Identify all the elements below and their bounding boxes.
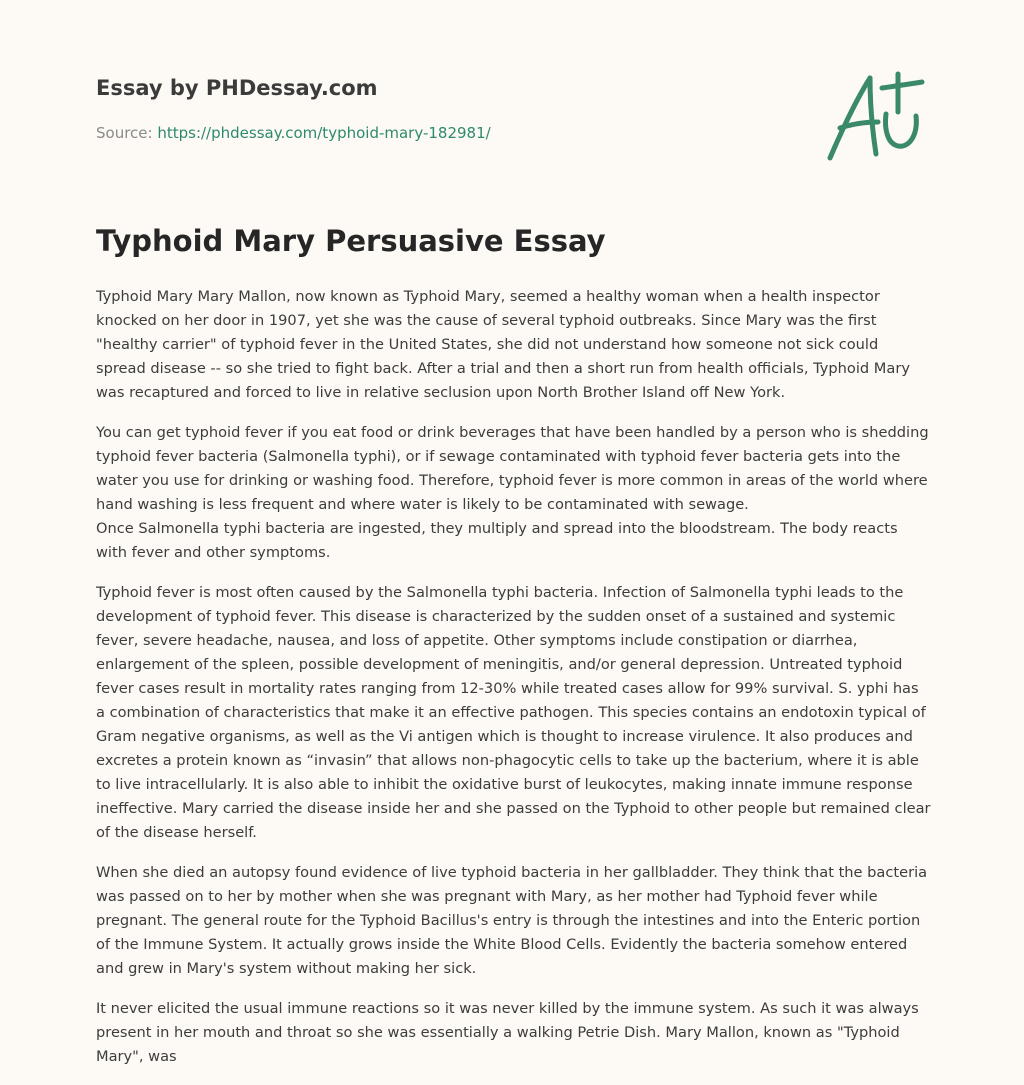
paragraph-1: Typhoid Mary Mary Mallon, now known as Typhoid Mary, seemed a healthy woman when a health inspector knocked on her door in 1907, yet she was the cause of several typhoid outbreaks. Since Mary was the first "healthy carrier" of typhoid fever in the United States, she did not understand how someone not sick could spread disease -- so she tried to fight back. After a trial and then a short run from health officials, Typhoid Mary was recaptured and forced to live in relative seclusion upon North Brother Island off New York. xyxy=(96,288,910,401)
essay-body xyxy=(96,285,932,1085)
logo-a-left-stroke xyxy=(830,78,870,158)
source-label: Source: xyxy=(96,124,158,142)
paragraph-2 xyxy=(96,421,932,565)
site-brand: Essay by PHDessay.com xyxy=(96,76,378,100)
source-link[interactable]: https://phdessay.com/typhoid-mary-182981/ xyxy=(157,124,491,142)
paragraph-3: Typhoid fever is most often caused by the Salmonella typhi bacteria. Infection of Salmonella typhi leads to the development of typhoid fever. This disease is characterized by the sudden onset of a sustained and systemic fever, severe headache, nausea, and loss of appetite. Other symptoms include constipation or diarrhea, enlargement of the spleen, possible development of meningitis, and/or general depression. Untreated typhoid fever cases result in mortality rates ranging from 12-30% while treated cases allow for 99% survival. S. yphi has a combination of characteristics that make it an effective pathogen. This species contains an endotoxin typical of Gram negative organisms, as well as the Vi antigen which is thought to increase virulence. It also produces and excretes a protein known as “invasin” that allows non-phagocytic cells to take up the bacterium, where it is able to live intracellularly. It is also able to inhibit the oxidative burst of leukocytes, making innate immune response ineffective. Mary carried the disease inside her and she passed on the Typhoid to other people but remained clear of the disease herself. xyxy=(96,584,931,841)
logo-swoosh xyxy=(886,114,917,146)
paragraph-2-part-1: You can get typhoid fever if you eat food or drink beverages that have been handled by a person who is shedding typhoid fever bacteria (Salmonella typhi), or if sewage contaminated with typhoid fever bacteria gets into the water you use for drinking or washing food. Therefore, typhoid fever is more common in areas of the world where hand washing is less frequent and where water is likely to be contaminated with sewage. xyxy=(96,424,929,513)
essay-title: Typhoid Mary Persuasive Essay xyxy=(96,224,606,258)
paragraph-4: When she died an autopsy found evidence of live typhoid bacteria in her gallbladder. They think that the bacteria was passed on to her by mother when she was pregnant with Mary, as her mother had Typhoid fever while pregnant. The general route for the Typhoid Bacillus's entry is through the intestines and into the Enteric portion of the Immune System. It actually grows inside the White Blood Cells. Evidently the bacteria somehow entered and grew in Mary's system without making her sick. xyxy=(96,864,928,977)
logo-a-right-stroke xyxy=(870,78,876,154)
paragraph-5: It never elicited the usual immune reactions so it was never killed by the immune system. As such it was always present in her mouth and throat so she was essentially a walking Petrie Dish. Mary Mallon, known as "Typhoid Mary", was xyxy=(96,1000,919,1065)
a-plus-logo-icon xyxy=(826,68,926,164)
logo-plus-horizontal xyxy=(882,82,922,88)
paragraph-2-part-2: Once Salmonella typhi bacteria are ingested, they multiply and spread into the bloodstream. The body reacts with fever and other symptoms. xyxy=(96,520,898,561)
source-line xyxy=(96,124,491,142)
